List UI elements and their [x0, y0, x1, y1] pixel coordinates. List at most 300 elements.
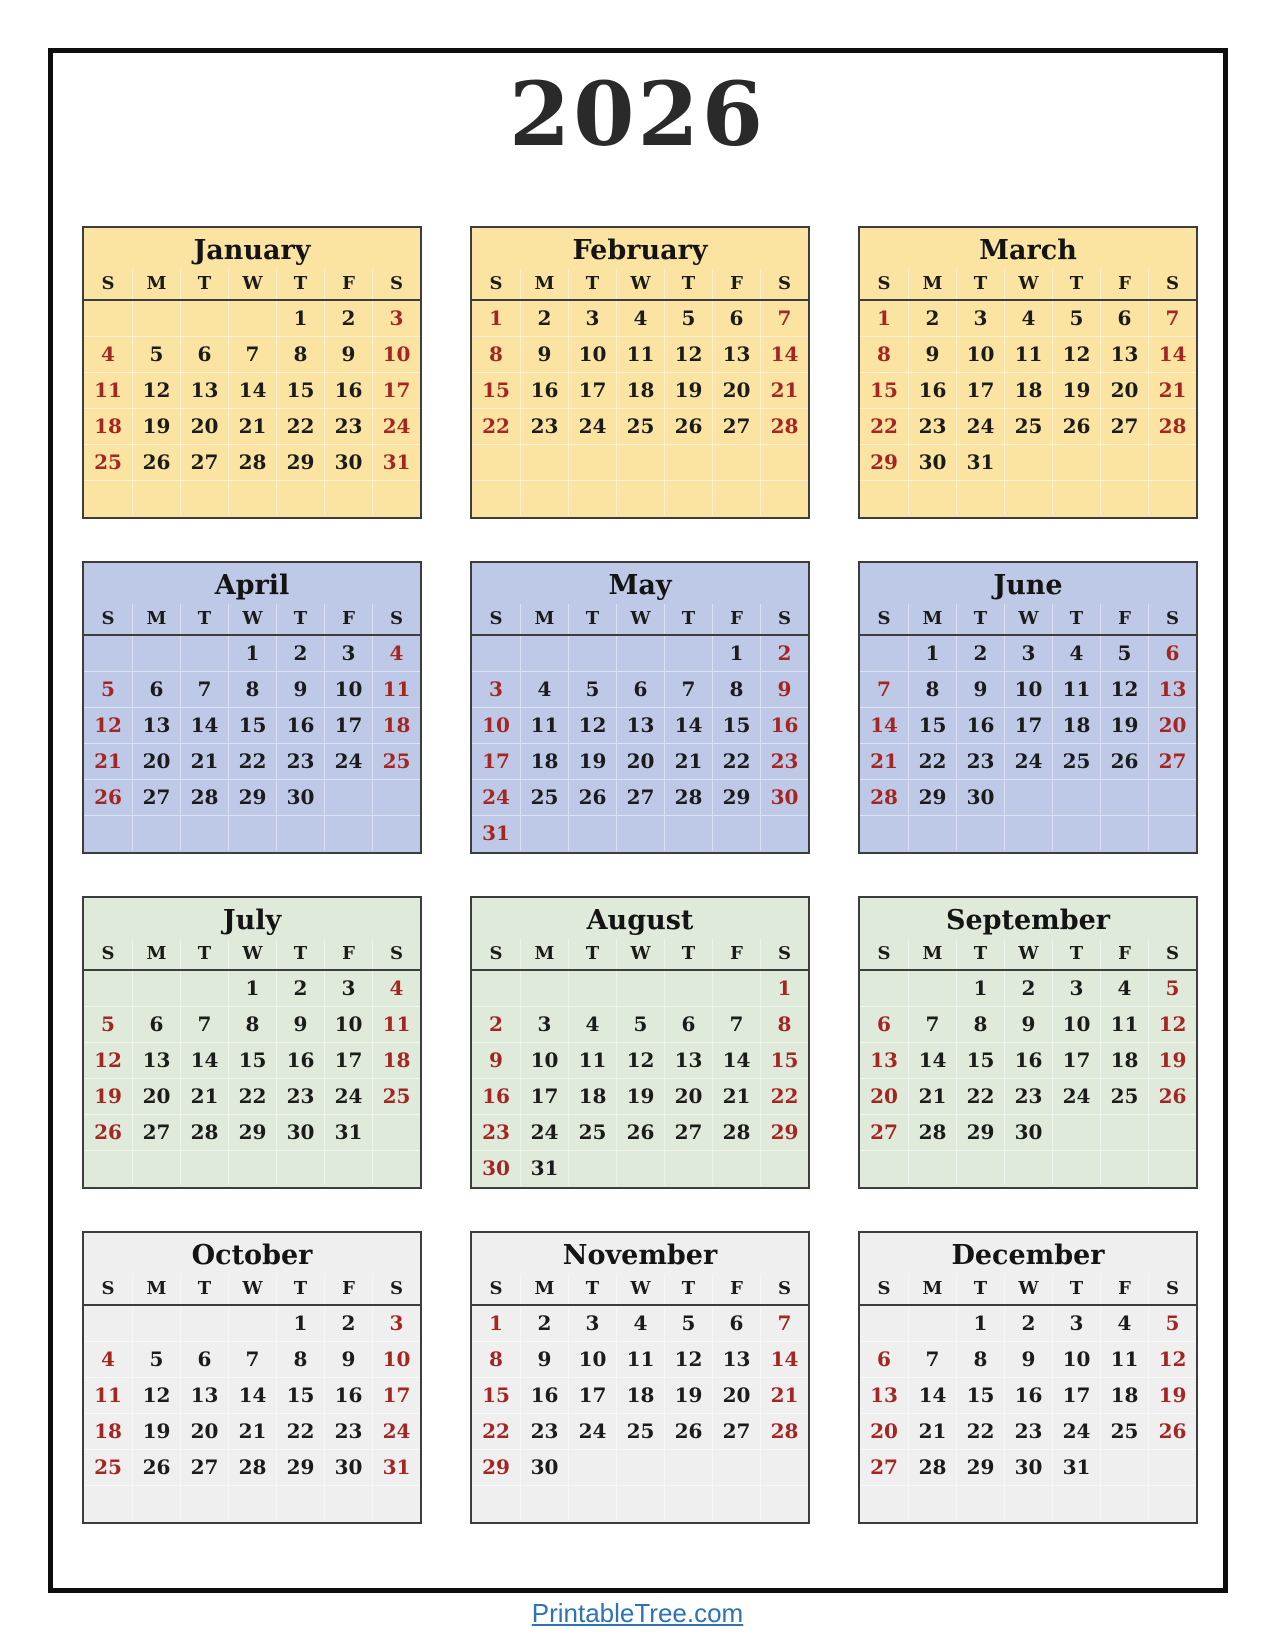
day-cell: 12 — [568, 708, 616, 743]
day-cell: 20 — [616, 744, 664, 779]
day-cell: 29 — [956, 1450, 1004, 1485]
day-cell: 20 — [132, 744, 180, 779]
day-cell-empty — [1004, 445, 1052, 480]
day-cell-empty — [180, 301, 228, 336]
day-cell-empty — [860, 636, 908, 671]
day-cell: 19 — [1100, 708, 1148, 743]
day-cell: 22 — [276, 1414, 324, 1449]
weekday-header-row — [472, 269, 808, 301]
day-cell: 13 — [712, 337, 760, 372]
day-cell: 28 — [1148, 409, 1196, 444]
day-cell: 2 — [520, 301, 568, 336]
weekday-header: S — [372, 939, 420, 969]
day-cell: 10 — [956, 337, 1004, 372]
week-row — [84, 671, 420, 707]
footer-link[interactable]: PrintableTree.com — [531, 1598, 744, 1628]
week-row — [472, 671, 808, 707]
day-cell: 18 — [372, 1043, 420, 1078]
day-cell: 10 — [324, 672, 372, 707]
day-cell: 16 — [1004, 1043, 1052, 1078]
week-row — [860, 408, 1196, 444]
day-cell: 3 — [956, 301, 1004, 336]
day-cell: 13 — [132, 708, 180, 743]
day-cell: 19 — [1148, 1043, 1196, 1078]
weekday-header: M — [908, 604, 956, 634]
day-cell: 9 — [956, 672, 1004, 707]
weekday-header: T — [276, 604, 324, 634]
day-cell: 18 — [616, 1378, 664, 1413]
day-cell: 31 — [372, 445, 420, 480]
weekday-header: T — [276, 939, 324, 969]
day-cell: 5 — [132, 1342, 180, 1377]
day-cell-empty — [276, 1486, 324, 1520]
day-cell: 24 — [1052, 1079, 1100, 1114]
week-row — [84, 480, 420, 515]
day-cell: 15 — [760, 1043, 808, 1078]
week-row — [84, 1042, 420, 1078]
week-row — [472, 707, 808, 743]
day-cell: 31 — [1052, 1450, 1100, 1485]
day-cell: 12 — [132, 1378, 180, 1413]
day-cell: 1 — [489, 1311, 503, 1335]
day-cell: 13 — [664, 1043, 712, 1078]
week-row — [472, 1306, 808, 1341]
day-cell: 25 — [616, 1414, 664, 1449]
day-cell-empty — [760, 481, 808, 516]
month-april — [82, 561, 422, 854]
week-row — [84, 815, 420, 850]
day-cell: 17 — [1052, 1043, 1100, 1078]
day-cell: 28 — [180, 1115, 228, 1150]
day-cell: 18 — [94, 414, 122, 438]
day-cell: 8 — [489, 1347, 503, 1371]
week-row — [84, 1449, 420, 1485]
day-cell-empty — [760, 445, 808, 480]
day-cell: 22 — [760, 1079, 808, 1114]
week-row — [84, 636, 420, 671]
week-row — [860, 336, 1196, 372]
day-cell: 30 — [908, 445, 956, 480]
day-cell: 6 — [180, 1342, 228, 1377]
day-cell-empty — [84, 636, 132, 671]
day-cell: 21 — [664, 744, 712, 779]
day-cell: 3 — [1052, 971, 1100, 1006]
week-row — [860, 1377, 1196, 1413]
day-cell: 14 — [1148, 337, 1196, 372]
weekday-header: S — [372, 1274, 420, 1304]
day-cell: 16 — [1004, 1378, 1052, 1413]
day-cell: 23 — [956, 744, 1004, 779]
day-cell: 21 — [180, 744, 228, 779]
day-cell: 21 — [760, 373, 808, 408]
day-cell: 18 — [616, 373, 664, 408]
day-cell: 9 — [908, 337, 956, 372]
day-cell-empty — [132, 1306, 180, 1341]
weekday-header: F — [1100, 604, 1148, 634]
day-cell: 25 — [94, 450, 122, 474]
day-cell: 16 — [520, 373, 568, 408]
day-cell: 31 — [956, 445, 1004, 480]
day-cell: 6 — [180, 337, 228, 372]
day-cell: 10 — [568, 1342, 616, 1377]
day-cell: 28 — [908, 1450, 956, 1485]
day-cell-empty — [1052, 780, 1100, 815]
day-cell: 2 — [1004, 1306, 1052, 1341]
week-row — [860, 1150, 1196, 1185]
day-cell: 12 — [616, 1043, 664, 1078]
week-row — [860, 1485, 1196, 1520]
day-cell-empty — [616, 1450, 664, 1485]
weekday-header: T — [568, 269, 616, 299]
weekday-header: F — [324, 269, 372, 299]
day-cell: 19 — [132, 409, 180, 444]
day-cell: 11 — [1100, 1342, 1148, 1377]
week-row — [84, 301, 420, 336]
day-cell: 20 — [664, 1079, 712, 1114]
weekday-header: T — [276, 1274, 324, 1304]
day-cell-empty — [324, 816, 372, 850]
day-cell-empty — [132, 301, 180, 336]
day-cell: 1 — [760, 971, 808, 1006]
day-cell-empty — [276, 816, 324, 850]
day-cell: 19 — [1052, 373, 1100, 408]
day-cell: 25 — [520, 780, 568, 815]
day-cell: 4 — [372, 636, 420, 671]
month-august — [470, 896, 810, 1189]
day-cell: 4 — [101, 342, 115, 366]
day-cell-empty — [616, 445, 664, 480]
day-cell-empty — [180, 971, 228, 1006]
day-cell: 16 — [482, 1084, 510, 1108]
weekday-header: S — [1148, 604, 1196, 634]
day-cell: 28 — [664, 780, 712, 815]
day-cell: 9 — [1004, 1342, 1052, 1377]
day-cell: 8 — [712, 672, 760, 707]
day-cell: 25 — [1100, 1414, 1148, 1449]
day-cell: 13 — [1148, 672, 1196, 707]
day-cell: 6 — [132, 1007, 180, 1042]
day-cell-empty — [616, 816, 664, 851]
day-cell-empty — [520, 1486, 568, 1520]
day-cell-empty — [664, 1450, 712, 1485]
day-cell: 30 — [324, 1450, 372, 1485]
day-cell: 4 — [372, 971, 420, 1006]
day-cell: 11 — [616, 1342, 664, 1377]
weekday-header-row — [860, 604, 1196, 636]
day-cell: 18 — [94, 1419, 122, 1443]
day-cell: 29 — [712, 780, 760, 815]
day-cell: 14 — [908, 1043, 956, 1078]
week-row — [84, 444, 420, 480]
day-cell-empty — [712, 816, 760, 851]
week-row — [860, 1006, 1196, 1042]
day-cell: 14 — [180, 1043, 228, 1078]
weeks-grid — [84, 301, 420, 515]
day-cell: 21 — [94, 749, 122, 773]
day-cell: 10 — [372, 337, 420, 372]
day-cell-empty — [568, 445, 616, 480]
day-cell: 24 — [324, 1079, 372, 1114]
weekday-header: T — [664, 1274, 712, 1304]
day-cell-empty — [568, 1151, 616, 1186]
month-title: April — [214, 570, 290, 601]
weekday-header: F — [1100, 1274, 1148, 1304]
day-cell: 4 — [616, 301, 664, 336]
day-cell: 20 — [870, 1419, 898, 1443]
day-cell: 5 — [664, 1306, 712, 1341]
day-cell-empty — [84, 1306, 132, 1341]
day-cell: 27 — [180, 1450, 228, 1485]
day-cell-empty — [908, 1151, 956, 1185]
day-cell-empty — [664, 445, 712, 480]
day-cell: 29 — [870, 450, 898, 474]
day-cell: 23 — [520, 1414, 568, 1449]
day-cell-empty — [568, 636, 616, 671]
day-cell-empty — [1148, 481, 1196, 515]
day-cell: 10 — [520, 1043, 568, 1078]
day-cell: 9 — [276, 672, 324, 707]
day-cell: 7 — [228, 1342, 276, 1377]
day-cell: 12 — [664, 337, 712, 372]
day-cell-empty — [712, 1486, 760, 1520]
day-cell: 25 — [372, 1079, 420, 1114]
day-cell: 1 — [877, 306, 891, 330]
day-cell: 13 — [180, 1378, 228, 1413]
day-cell: 3 — [489, 677, 503, 701]
day-cell: 31 — [520, 1151, 568, 1186]
month-title: October — [191, 1240, 313, 1271]
week-row — [860, 779, 1196, 815]
day-cell: 25 — [1052, 744, 1100, 779]
day-cell: 3 — [568, 301, 616, 336]
day-cell: 30 — [520, 1450, 568, 1485]
day-cell: 13 — [616, 708, 664, 743]
day-cell: 10 — [482, 713, 510, 737]
day-cell: 7 — [908, 1342, 956, 1377]
day-cell: 27 — [870, 1120, 898, 1144]
day-cell: 26 — [568, 780, 616, 815]
day-cell: 22 — [482, 414, 510, 438]
day-cell: 26 — [664, 1414, 712, 1449]
weekday-header: M — [520, 269, 568, 299]
weekday-header: W — [1004, 269, 1052, 299]
week-row — [860, 1114, 1196, 1150]
day-cell-empty — [372, 1151, 420, 1185]
week-row — [84, 1377, 420, 1413]
day-cell: 27 — [132, 1115, 180, 1150]
day-cell: 11 — [94, 1383, 122, 1407]
day-cell-empty — [180, 816, 228, 850]
day-cell: 22 — [228, 1079, 276, 1114]
day-cell: 19 — [568, 744, 616, 779]
day-cell-empty — [712, 1450, 760, 1485]
day-cell: 18 — [520, 744, 568, 779]
day-cell-empty — [1148, 1486, 1196, 1520]
day-cell-empty — [520, 816, 568, 851]
day-cell: 18 — [1052, 708, 1100, 743]
day-cell: 25 — [568, 1115, 616, 1150]
day-cell: 22 — [482, 1419, 510, 1443]
day-cell-empty — [84, 816, 132, 850]
day-cell: 6 — [1100, 301, 1148, 336]
weekday-header: S — [101, 273, 115, 294]
day-cell: 1 — [489, 306, 503, 330]
day-cell: 2 — [489, 1012, 503, 1036]
day-cell-empty — [372, 780, 420, 815]
day-cell: 25 — [372, 744, 420, 779]
day-cell: 3 — [520, 1007, 568, 1042]
day-cell: 17 — [324, 708, 372, 743]
day-cell: 14 — [712, 1043, 760, 1078]
weeks-grid — [84, 1306, 420, 1520]
day-cell: 12 — [1100, 672, 1148, 707]
day-cell-empty — [664, 1486, 712, 1520]
day-cell: 3 — [324, 971, 372, 1006]
day-cell: 1 — [228, 971, 276, 1006]
day-cell: 9 — [324, 1342, 372, 1377]
day-cell: 24 — [520, 1115, 568, 1150]
day-cell: 16 — [520, 1378, 568, 1413]
day-cell: 14 — [760, 1342, 808, 1377]
day-cell: 12 — [94, 1048, 122, 1072]
day-cell: 6 — [1148, 636, 1196, 671]
day-cell-empty — [372, 1115, 420, 1150]
month-february — [470, 226, 810, 519]
week-row — [472, 815, 808, 851]
day-cell: 15 — [482, 1383, 510, 1407]
day-cell-empty — [664, 1151, 712, 1186]
day-cell: 5 — [101, 1012, 115, 1036]
day-cell-empty — [664, 481, 712, 516]
day-cell: 11 — [1004, 337, 1052, 372]
day-cell: 21 — [712, 1079, 760, 1114]
day-cell: 15 — [712, 708, 760, 743]
weekday-header-row — [860, 1274, 1196, 1306]
day-cell-empty — [180, 481, 228, 515]
day-cell-empty — [472, 971, 520, 1006]
weekday-header: S — [372, 604, 420, 634]
week-row — [472, 1341, 808, 1377]
day-cell: 15 — [870, 378, 898, 402]
day-cell-empty — [180, 1486, 228, 1520]
day-cell: 8 — [228, 1007, 276, 1042]
months-grid — [82, 226, 1198, 1524]
day-cell: 23 — [1004, 1079, 1052, 1114]
weeks-grid — [472, 1306, 808, 1520]
day-cell-empty — [276, 481, 324, 515]
day-cell: 1 — [276, 301, 324, 336]
day-cell: 15 — [276, 373, 324, 408]
day-cell: 2 — [760, 636, 808, 671]
day-cell: 29 — [956, 1115, 1004, 1150]
day-cell: 13 — [180, 373, 228, 408]
week-row — [84, 1078, 420, 1114]
weekday-header: S — [489, 1278, 503, 1299]
week-row — [472, 301, 808, 336]
day-cell: 7 — [908, 1007, 956, 1042]
month-september — [858, 896, 1198, 1189]
day-cell: 25 — [616, 409, 664, 444]
day-cell: 20 — [180, 409, 228, 444]
weekday-header: W — [1004, 604, 1052, 634]
day-cell: 12 — [1148, 1342, 1196, 1377]
day-cell-empty — [860, 481, 908, 515]
day-cell: 7 — [712, 1007, 760, 1042]
day-cell: 18 — [1100, 1043, 1148, 1078]
month-july — [82, 896, 422, 1189]
day-cell: 5 — [616, 1007, 664, 1042]
weekday-header-row — [860, 939, 1196, 971]
day-cell-empty — [908, 816, 956, 850]
day-cell: 17 — [372, 373, 420, 408]
day-cell: 7 — [228, 337, 276, 372]
day-cell: 24 — [324, 744, 372, 779]
day-cell: 26 — [1100, 744, 1148, 779]
day-cell: 21 — [228, 1414, 276, 1449]
weekday-header: T — [180, 604, 228, 634]
day-cell: 9 — [324, 337, 372, 372]
day-cell: 6 — [877, 1012, 891, 1036]
day-cell: 16 — [908, 373, 956, 408]
weekday-header: S — [877, 273, 891, 294]
footer — [0, 1598, 1275, 1629]
day-cell: 25 — [1004, 409, 1052, 444]
day-cell: 18 — [1100, 1378, 1148, 1413]
week-row — [84, 779, 420, 815]
week-row — [472, 408, 808, 444]
day-cell: 9 — [489, 1048, 503, 1072]
week-row — [84, 1150, 420, 1185]
day-cell: 4 — [520, 672, 568, 707]
day-cell: 3 — [372, 1306, 420, 1341]
weekday-header: M — [908, 1274, 956, 1304]
day-cell: 23 — [276, 744, 324, 779]
day-cell: 14 — [664, 708, 712, 743]
day-cell: 16 — [276, 1043, 324, 1078]
day-cell: 20 — [1148, 708, 1196, 743]
week-row — [472, 743, 808, 779]
week-row — [860, 1413, 1196, 1449]
month-title: August — [586, 905, 694, 936]
day-cell: 21 — [180, 1079, 228, 1114]
day-cell: 2 — [956, 636, 1004, 671]
day-cell: 11 — [616, 337, 664, 372]
weekday-header: W — [228, 604, 276, 634]
day-cell-empty — [472, 636, 520, 671]
day-cell: 21 — [908, 1414, 956, 1449]
day-cell: 7 — [1148, 301, 1196, 336]
day-cell-empty — [1004, 481, 1052, 515]
weekday-header: T — [180, 1274, 228, 1304]
day-cell: 28 — [760, 409, 808, 444]
day-cell: 13 — [712, 1342, 760, 1377]
day-cell: 26 — [132, 445, 180, 480]
weekday-header: T — [1052, 939, 1100, 969]
week-row — [84, 1306, 420, 1341]
weekday-header: W — [1004, 1274, 1052, 1304]
month-title: February — [572, 235, 708, 266]
day-cell-empty — [1148, 445, 1196, 480]
day-cell: 12 — [132, 373, 180, 408]
day-cell: 29 — [760, 1115, 808, 1150]
day-cell: 21 — [908, 1079, 956, 1114]
week-row — [84, 743, 420, 779]
weekday-header: S — [489, 273, 503, 294]
day-cell: 23 — [760, 744, 808, 779]
day-cell-empty — [568, 1486, 616, 1520]
weekday-header: T — [664, 939, 712, 969]
day-cell: 12 — [94, 713, 122, 737]
